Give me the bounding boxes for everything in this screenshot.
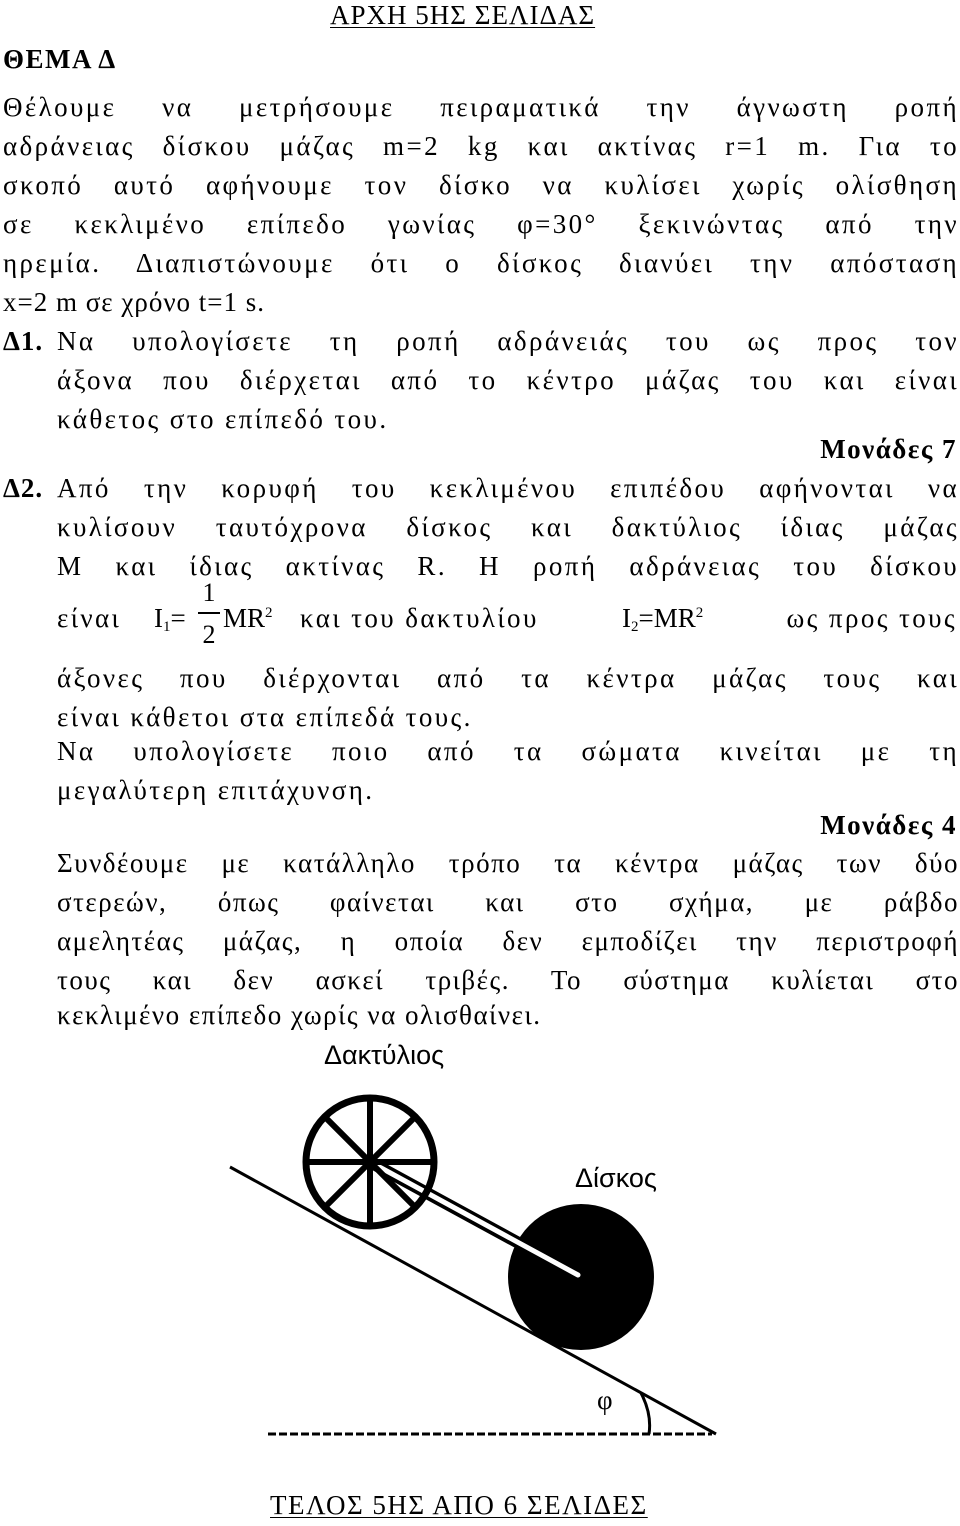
intro-line-4: σε κεκλιμένο επίπεδο γωνίας φ=30° ξεκινώντας από την bbox=[3, 209, 959, 239]
formula-sup1: 2 bbox=[265, 605, 273, 621]
q2-line-2: κυλίσουν ταυτόχρονα δίσκος και δακτύλιος ίδιας μάζας bbox=[57, 512, 959, 542]
setup-line-4: τους και δεν ασκεί τριβές. Το σύστημα κυλίεται στο bbox=[57, 965, 959, 995]
setup-line-5: κεκλιμένο επίπεδο χωρίς να ολισθαίνει. bbox=[57, 1000, 542, 1030]
setup-line-3: αμελητέας μάζας, η οποία δεν εμποδίζει την περιστροφή bbox=[57, 926, 959, 956]
topic-title: ΘΕΜΑ Δ bbox=[3, 44, 117, 74]
intro-line-1: Θέλουμε να μετρήσουμε πειραματικά την άγνωστη ροπή bbox=[3, 92, 959, 122]
formula-sub2: 2 bbox=[631, 619, 639, 635]
disk-label: Δίσκος bbox=[575, 1163, 657, 1193]
q1-line-1: Να υπολογίσετε τη ροπή αδράνειάς του ως προς τον bbox=[57, 326, 959, 356]
q1-points: Μονάδες 7 bbox=[820, 434, 957, 464]
angle-label: φ bbox=[597, 1385, 615, 1415]
ring-wheel bbox=[306, 1098, 434, 1226]
q2-line-4: άξονες που διέρχονται από τα κέντρα μάζας τους και bbox=[57, 663, 959, 693]
formula-pre: είναι bbox=[57, 603, 122, 633]
intro-line-6: x=2 m σε χρόνο t=1 s. bbox=[3, 287, 266, 317]
formula-sup2: 2 bbox=[695, 605, 704, 621]
page-header: ΑΡΧΗ 5ΗΣ ΣΕΛΙΔΑΣ bbox=[330, 0, 596, 30]
formula-mr1: $MR^2$ bbox=[223, 603, 273, 633]
angle-arc bbox=[641, 1393, 650, 1434]
fraction-denominator: 2 bbox=[202, 620, 216, 649]
q2-line-3: Μ και ίδιας ακτίνας R. Η ροπή αδράνειας του δίσκου bbox=[57, 551, 959, 581]
formula-i1: $I_1=$ bbox=[154, 603, 186, 635]
q1-label: Δ1. bbox=[3, 326, 44, 356]
formula-mid: και του δακτυλίου bbox=[300, 603, 539, 633]
q2-label: Δ2. bbox=[3, 473, 44, 503]
setup-line-1: Συνδέουμε με κατάλληλο τρόπο τα κέντρα μάζας των δύο bbox=[57, 848, 959, 878]
fraction-numerator: 1 bbox=[202, 578, 216, 607]
ring-hub bbox=[363, 1155, 377, 1169]
q2-line-5: είναι κάθετοι στα επίπεδά τους. bbox=[57, 702, 473, 732]
page-footer: ΤΕΛΟΣ 5ΗΣ ΑΠΟ 6 ΣΕΛΙΔΕΣ bbox=[270, 1490, 648, 1520]
intro-line-2: αδράνειας δίσκου μάζας m=2 kg και ακτίνας r=1 m. Για το bbox=[3, 131, 959, 161]
q2-line-7: μεγαλύτερη επιτάχυνση. bbox=[57, 775, 375, 805]
formula-sub1: 1 bbox=[163, 619, 171, 635]
q2-line-6: Να υπολογίσετε ποιο από τα σώματα κινείται με τη bbox=[57, 736, 959, 766]
q1-line-2: άξονα που διέρχεται από το κέντρο μάζας του και είναι bbox=[57, 365, 959, 395]
q1-line-3: κάθετος στο επίπεδό του. bbox=[57, 404, 389, 434]
q2-line-1: Από την κορυφή του κεκλιμένου επιπέδου αφήνονται να bbox=[57, 473, 959, 503]
setup-line-2: στερεών, όπως φαίνεται και στο σχήμα, με ράβδο bbox=[57, 887, 959, 917]
intro-line-5: ηρεμία. Διαπιστώνουμε ότι ο δίσκος διανύει την απόσταση bbox=[3, 248, 959, 278]
formula-post: ως προς τους bbox=[786, 603, 957, 633]
formula-i2: $I_2=MR^2$ bbox=[622, 603, 704, 635]
ring-label: Δακτύλιος bbox=[324, 1040, 445, 1070]
intro-line-3: σκοπό αυτό αφήνουμε τον δίσκο να κυλίσει χωρίς ολίσθηση bbox=[3, 170, 959, 200]
q2-points: Μονάδες 4 bbox=[820, 810, 957, 840]
